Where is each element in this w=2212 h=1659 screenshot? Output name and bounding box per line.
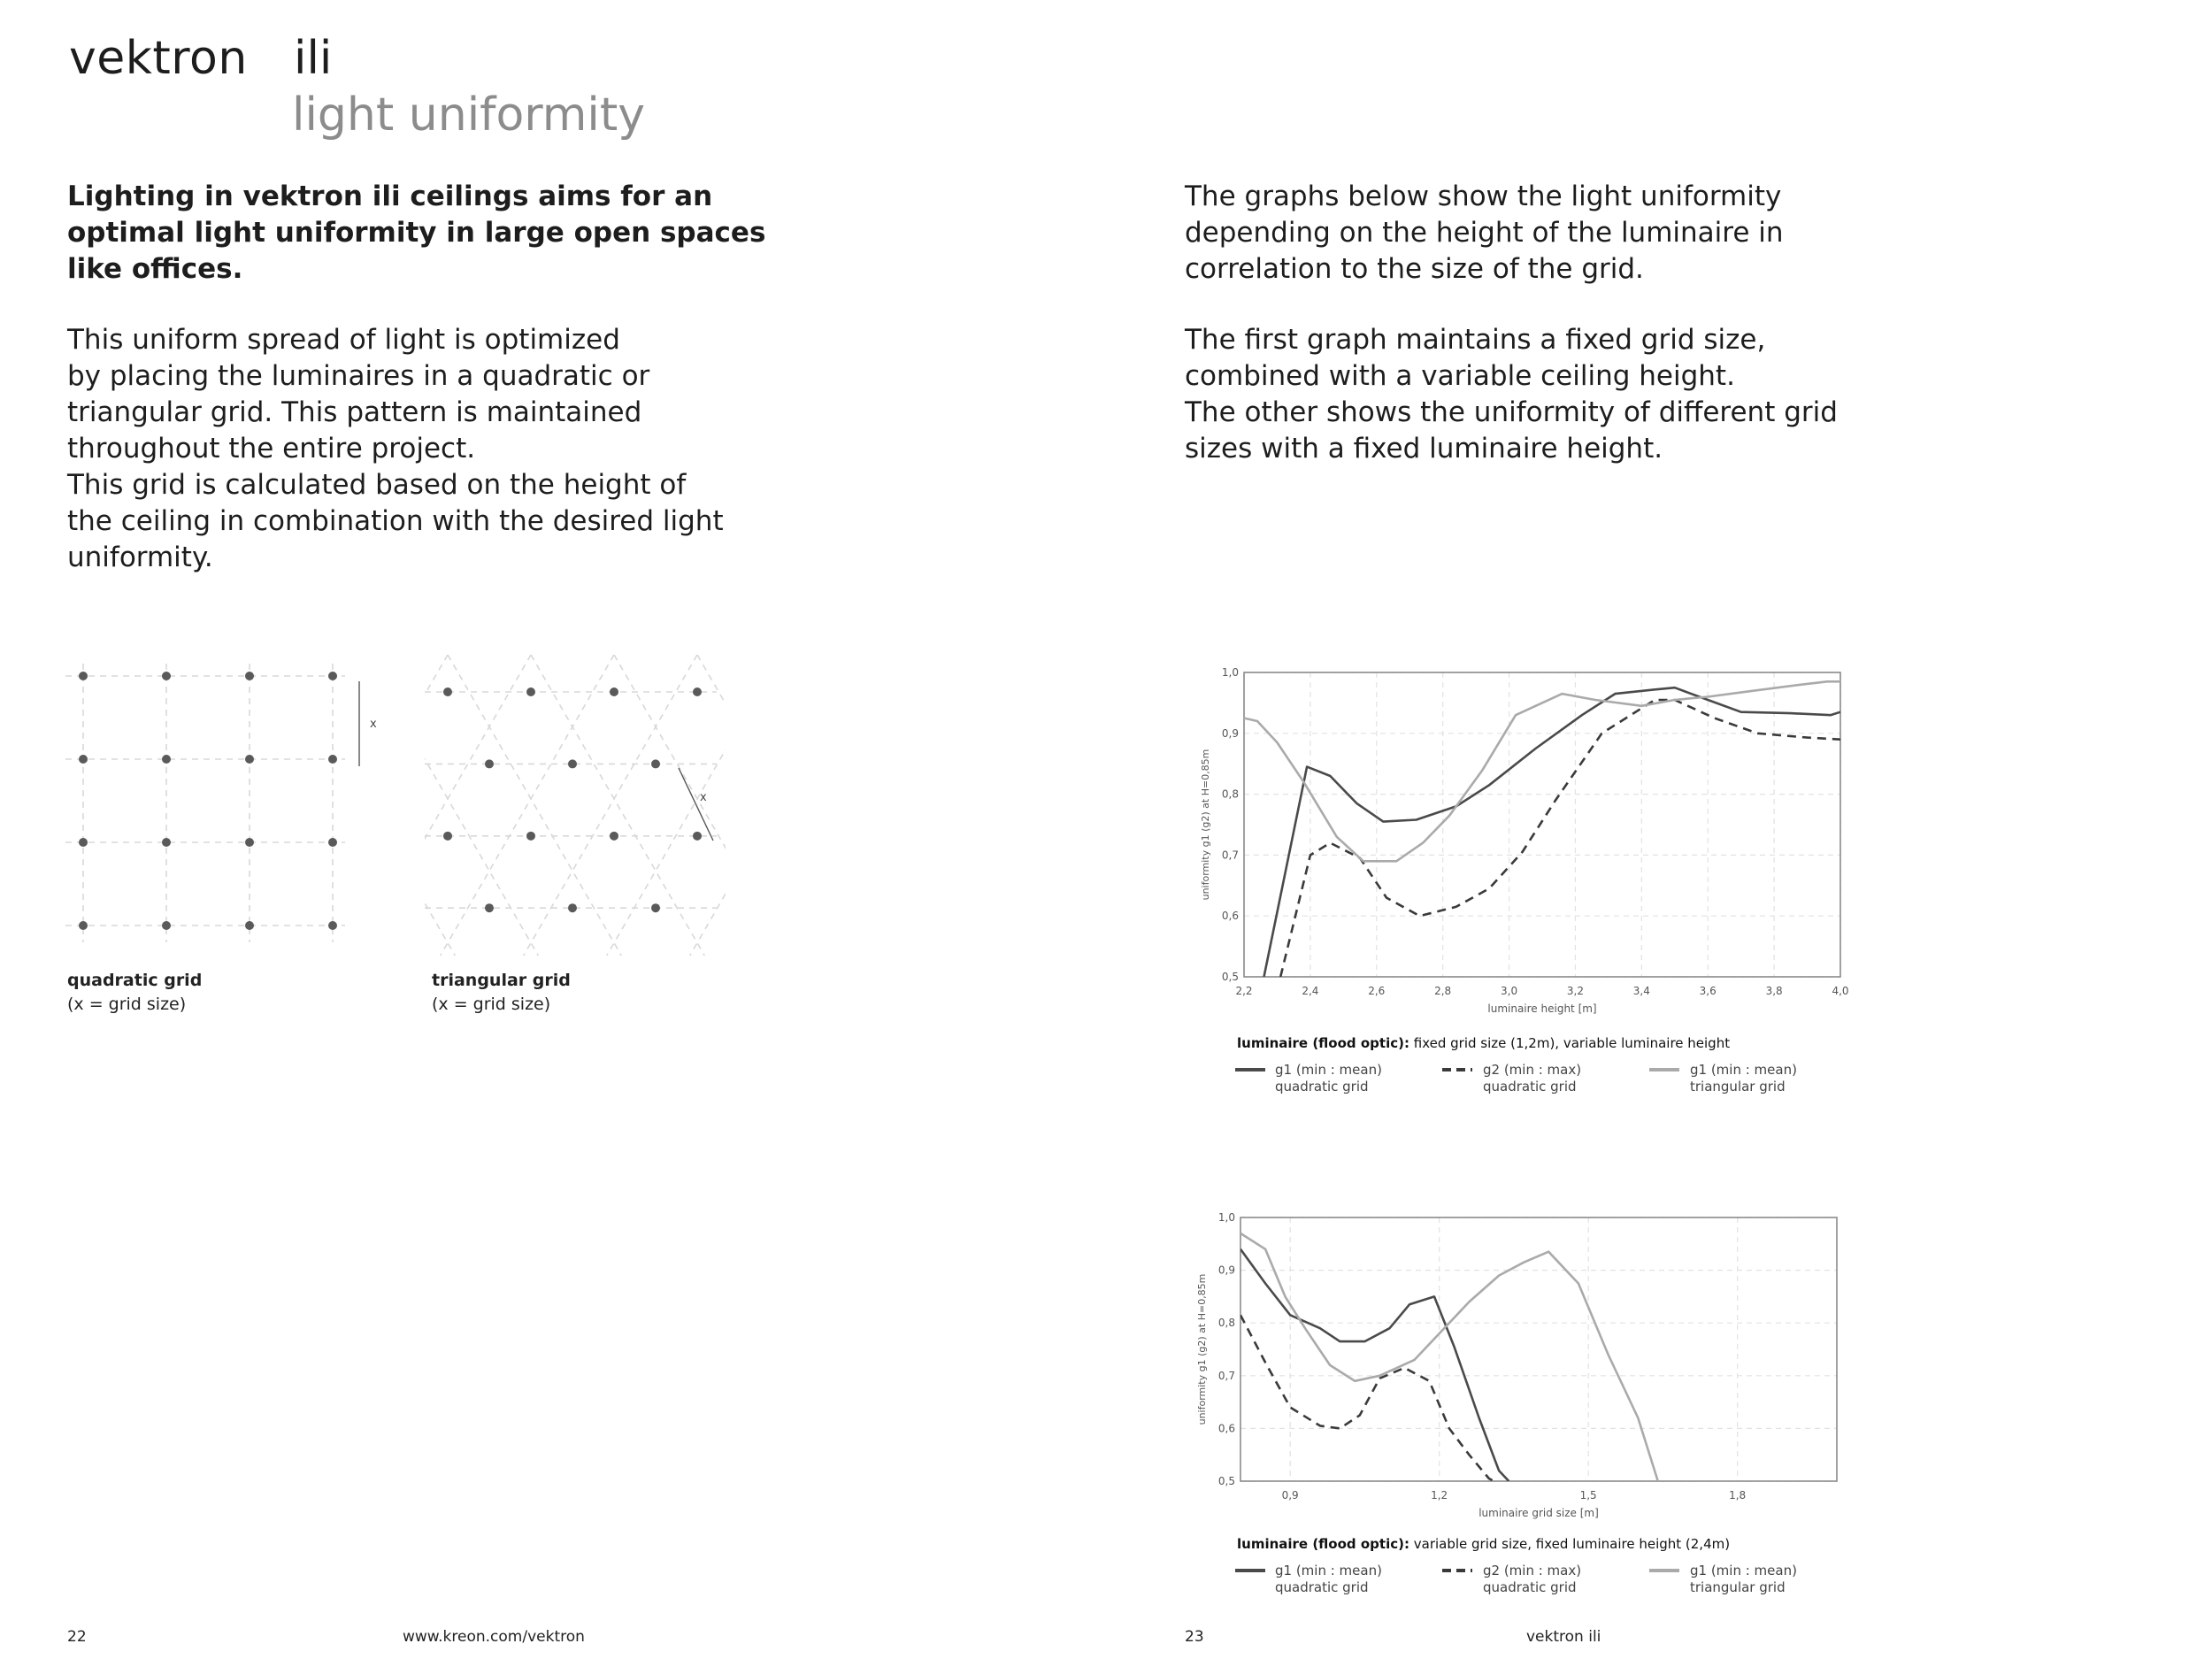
legend-item xyxy=(1483,1062,1581,1095)
left-body-line: by placing the luminaires in a quadratic or xyxy=(67,360,650,392)
x-tick-label: 1,5 xyxy=(1579,1489,1597,1502)
x-tick-label: 2,8 xyxy=(1434,985,1452,997)
legend-2-title-bold: luminaire (flood optic): xyxy=(1237,1536,1409,1552)
x-axis-label: luminaire grid size [m] xyxy=(1479,1507,1599,1519)
luminaire-dot xyxy=(443,687,452,696)
footer-title: vektron ili xyxy=(1526,1628,1601,1646)
series-line-3 xyxy=(1244,681,1840,861)
right-body-line: The first graph maintains a fixed grid size, xyxy=(1185,324,1766,356)
legend-item-line1: g1 (min : mean) xyxy=(1690,1062,1797,1078)
triangular-grid-note: (x = grid size) xyxy=(432,995,551,1014)
grid-size-marker-label: x xyxy=(370,718,377,731)
series-line-2 xyxy=(1280,700,1840,977)
right-body-line: sizes with a fixed luminaire height. xyxy=(1185,433,1663,465)
quadratic-grid-diagram xyxy=(53,664,389,956)
grid-line xyxy=(607,655,726,956)
product-title: ili xyxy=(294,32,333,85)
luminaire-dot xyxy=(162,755,171,764)
y-tick-label: 0,6 xyxy=(1217,1422,1235,1435)
series-line-1 xyxy=(1264,687,1841,977)
x-tick-label: 2,4 xyxy=(1302,985,1319,997)
quadratic-grid-title: quadratic grid xyxy=(67,971,203,990)
legend-item-line1: g2 (min : max) xyxy=(1483,1563,1582,1578)
x-tick-label: 3,4 xyxy=(1632,985,1650,997)
legend-item-line1: g1 (min : mean) xyxy=(1275,1563,1382,1578)
triangular-grid-dots xyxy=(443,687,702,912)
legend-swatch-solid xyxy=(1235,1067,1265,1072)
x-tick-label: 2,2 xyxy=(1235,985,1253,997)
luminaire-dot xyxy=(485,759,494,768)
luminaire-dot xyxy=(79,672,88,680)
x-tick-label: 3,0 xyxy=(1501,985,1518,997)
y-axis-label: uniformity g1 (g2) at H=0,85m xyxy=(1200,749,1211,901)
left-body xyxy=(67,322,793,576)
legend-item-line2: quadratic grid xyxy=(1483,1579,1577,1595)
y-tick-label: 0,8 xyxy=(1217,1317,1235,1330)
grid-line xyxy=(441,655,614,956)
right-intro xyxy=(1185,179,1946,288)
legend-item xyxy=(1690,1062,1797,1095)
legend-item-line2: quadratic grid xyxy=(1275,1579,1369,1595)
legend-2-title-rest: variable grid size, fixed luminaire height (2,4m) xyxy=(1409,1536,1731,1552)
right-body-line: The other shows the uniformity of different grid xyxy=(1185,396,1838,428)
legend-swatch-dashed xyxy=(1442,1067,1472,1072)
footer-url: www.kreon.com/vektron xyxy=(403,1628,585,1646)
y-tick-label: 1,0 xyxy=(1221,666,1239,679)
left-intro-line: Lighting in vektron ili ceilings aims for an xyxy=(67,180,713,212)
luminaire-dot xyxy=(162,838,171,847)
legend-item-line1: g2 (min : max) xyxy=(1483,1062,1582,1078)
luminaire-dot xyxy=(693,687,702,696)
y-tick-label: 0,5 xyxy=(1217,1475,1235,1487)
y-tick-label: 0,6 xyxy=(1221,910,1239,923)
x-tick-label: 2,6 xyxy=(1368,985,1386,997)
legend-1-title-bold: luminaire (flood optic): xyxy=(1237,1035,1409,1051)
legend-1-title-rest: fixed grid size (1,2m), variable luminaire height xyxy=(1409,1035,1731,1051)
grid-line xyxy=(425,655,538,956)
legend-swatch-solid xyxy=(1235,1568,1265,1573)
triangular-grid-caption xyxy=(432,969,571,1017)
uniformity-vs-grid-size-chart xyxy=(1186,1199,1858,1526)
legend-item-line2: triangular grid xyxy=(1690,1079,1786,1094)
legend-item xyxy=(1483,1563,1581,1596)
luminaire-dot xyxy=(328,755,337,764)
left-intro-line: optimal light uniformity in large open spaces xyxy=(67,217,766,249)
y-axis-label: uniformity g1 (g2) at H=0,85m xyxy=(1196,1273,1208,1425)
legend-2 xyxy=(1235,1563,1872,1600)
right-body xyxy=(1185,322,1946,467)
grid-line xyxy=(690,655,726,956)
luminaire-dot xyxy=(568,903,577,912)
luminaire-dot xyxy=(328,838,337,847)
luminaire-dot xyxy=(245,838,254,847)
page-subtitle: light uniformity xyxy=(292,88,645,142)
legend-1-title xyxy=(1237,1035,1730,1051)
x-tick-label: 1,2 xyxy=(1431,1489,1448,1502)
luminaire-dot xyxy=(443,832,452,841)
y-tick-label: 0,5 xyxy=(1221,971,1239,983)
grid-line xyxy=(425,655,531,956)
legend-swatch-light xyxy=(1649,1067,1679,1072)
left-intro-line: like offices. xyxy=(67,253,243,285)
legend-item xyxy=(1275,1563,1382,1596)
x-tick-label: 3,6 xyxy=(1699,985,1717,997)
y-tick-label: 0,9 xyxy=(1217,1263,1235,1277)
legend-1 xyxy=(1235,1062,1872,1099)
legend-swatch-light xyxy=(1649,1568,1679,1573)
y-tick-label: 0,9 xyxy=(1221,726,1239,740)
uniformity-vs-height-chart xyxy=(1186,655,1858,1026)
luminaire-dot xyxy=(693,832,702,841)
x-tick-label: 4,0 xyxy=(1832,985,1849,997)
legend-item-line2: quadratic grid xyxy=(1275,1079,1369,1094)
grid-line xyxy=(614,655,726,956)
grid-line xyxy=(425,655,455,956)
x-tick-label: 0,9 xyxy=(1281,1489,1299,1502)
legend-item-line2: quadratic grid xyxy=(1483,1079,1577,1094)
x-tick-label: 1,8 xyxy=(1729,1489,1747,1502)
quadratic-grid-note: (x = grid size) xyxy=(67,995,187,1014)
luminaire-dot xyxy=(79,838,88,847)
x-axis-label: luminaire height [m] xyxy=(1487,1002,1597,1015)
luminaire-dot xyxy=(651,759,660,768)
grid-line xyxy=(448,655,621,956)
legend-item xyxy=(1690,1563,1797,1596)
luminaire-dot xyxy=(328,921,337,930)
right-intro-line: The graphs below show the light uniformity xyxy=(1185,180,1782,212)
luminaire-dot xyxy=(245,755,254,764)
x-tick-label: 3,8 xyxy=(1765,985,1783,997)
right-body-line: combined with a variable ceiling height. xyxy=(1185,360,1735,392)
luminaire-dot xyxy=(245,672,254,680)
quadratic-grid-caption xyxy=(67,969,202,1017)
luminaire-dot xyxy=(610,687,618,696)
legend-item-line1: g1 (min : mean) xyxy=(1275,1062,1382,1078)
triangular-grid-diagram xyxy=(425,655,726,956)
right-page-number: 23 xyxy=(1185,1628,1204,1646)
luminaire-dot xyxy=(568,759,577,768)
left-body-line: This uniform spread of light is optimized xyxy=(67,324,620,356)
right-intro-line: depending on the height of the luminaire in xyxy=(1185,217,1784,249)
legend-item-line1: g1 (min : mean) xyxy=(1690,1563,1797,1578)
luminaire-dot xyxy=(526,687,535,696)
luminaire-dot xyxy=(328,672,337,680)
y-tick-label: 1,0 xyxy=(1217,1211,1235,1224)
triangular-grid-title: triangular grid xyxy=(432,971,571,990)
left-body-line: uniformity. xyxy=(67,541,213,573)
left-intro xyxy=(67,179,775,288)
legend-swatch-dashed xyxy=(1442,1568,1472,1573)
quadratic-grid-lines xyxy=(65,664,345,942)
luminaire-dot xyxy=(79,755,88,764)
grid-line xyxy=(524,655,697,956)
luminaire-dot xyxy=(162,921,171,930)
legend-item xyxy=(1275,1062,1382,1095)
legend-item-line2: triangular grid xyxy=(1690,1579,1786,1595)
x-tick-label: 3,2 xyxy=(1566,985,1584,997)
luminaire-dot xyxy=(162,672,171,680)
chart-gridlines xyxy=(1244,672,1840,977)
luminaire-dot xyxy=(245,921,254,930)
quadratic-grid-dots xyxy=(79,672,337,930)
luminaire-dot xyxy=(485,903,494,912)
luminaire-dot xyxy=(651,903,660,912)
brand-logo: vektron xyxy=(69,32,248,85)
right-intro-line: correlation to the size of the grid. xyxy=(1185,253,1644,285)
y-tick-label: 0,8 xyxy=(1221,787,1239,801)
legend-2-title xyxy=(1237,1536,1730,1552)
grid-line xyxy=(531,655,704,956)
left-body-line: throughout the entire project. xyxy=(67,433,476,465)
luminaire-dot xyxy=(610,832,618,841)
left-body-line: triangular grid. This pattern is maintained xyxy=(67,396,642,428)
left-page-number: 22 xyxy=(67,1628,87,1646)
y-tick-label: 0,7 xyxy=(1217,1369,1235,1382)
y-tick-label: 0,7 xyxy=(1221,849,1239,862)
left-body-line: This grid is calculated based on the height of xyxy=(67,469,687,501)
plot-frame xyxy=(1244,672,1840,977)
luminaire-dot xyxy=(79,921,88,930)
grid-size-marker-label: x xyxy=(700,791,707,804)
left-body-line: the ceiling in combination with the desired light xyxy=(67,505,724,537)
luminaire-dot xyxy=(526,832,535,841)
